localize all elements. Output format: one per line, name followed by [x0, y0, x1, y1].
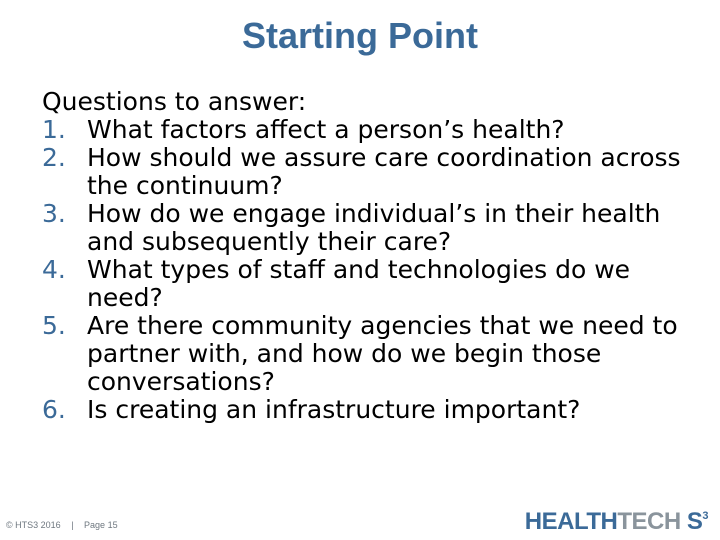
list-number: 5.	[42, 311, 66, 340]
list-text: How should we assure care coordination across the continuum?	[87, 143, 681, 200]
list-item	[42, 200, 682, 256]
list-text: How do we engage individual’s in their health and subsequently their care?	[87, 199, 661, 256]
list-text: What factors affect a person’s health?	[87, 115, 565, 144]
brand-s: S	[686, 508, 703, 535]
questions-list	[42, 116, 682, 424]
list-text: What types of staff and technologies do we need?	[87, 255, 631, 312]
list-text: Are there community agencies that we need to partner with, and how do we begin those conversations?	[87, 311, 678, 396]
list-number: 1.	[42, 115, 66, 144]
list-item	[42, 256, 682, 312]
slide-content	[42, 88, 682, 424]
list-item	[42, 312, 682, 396]
brand-logo	[525, 508, 708, 536]
footer-info	[6, 520, 118, 530]
slide-title: Starting Point	[242, 15, 478, 56]
list-item	[42, 116, 682, 144]
questions-intro: Questions to answer:	[42, 87, 307, 116]
list-item	[42, 144, 682, 200]
list-number: 2.	[42, 143, 66, 172]
list-text: Is creating an infrastructure important?	[87, 395, 581, 424]
copyright-text: © HTS3 2016	[6, 520, 61, 530]
brand-tech: TECH	[617, 508, 681, 535]
list-number: 3.	[42, 199, 66, 228]
list-number: 6.	[42, 395, 66, 424]
brand-health: HEALTH	[524, 508, 618, 535]
list-item	[42, 396, 682, 424]
list-number: 4.	[42, 255, 66, 284]
brand-sup: 3	[702, 510, 708, 522]
page-number: Page 15	[84, 520, 118, 530]
footer-separator: |	[71, 520, 74, 530]
